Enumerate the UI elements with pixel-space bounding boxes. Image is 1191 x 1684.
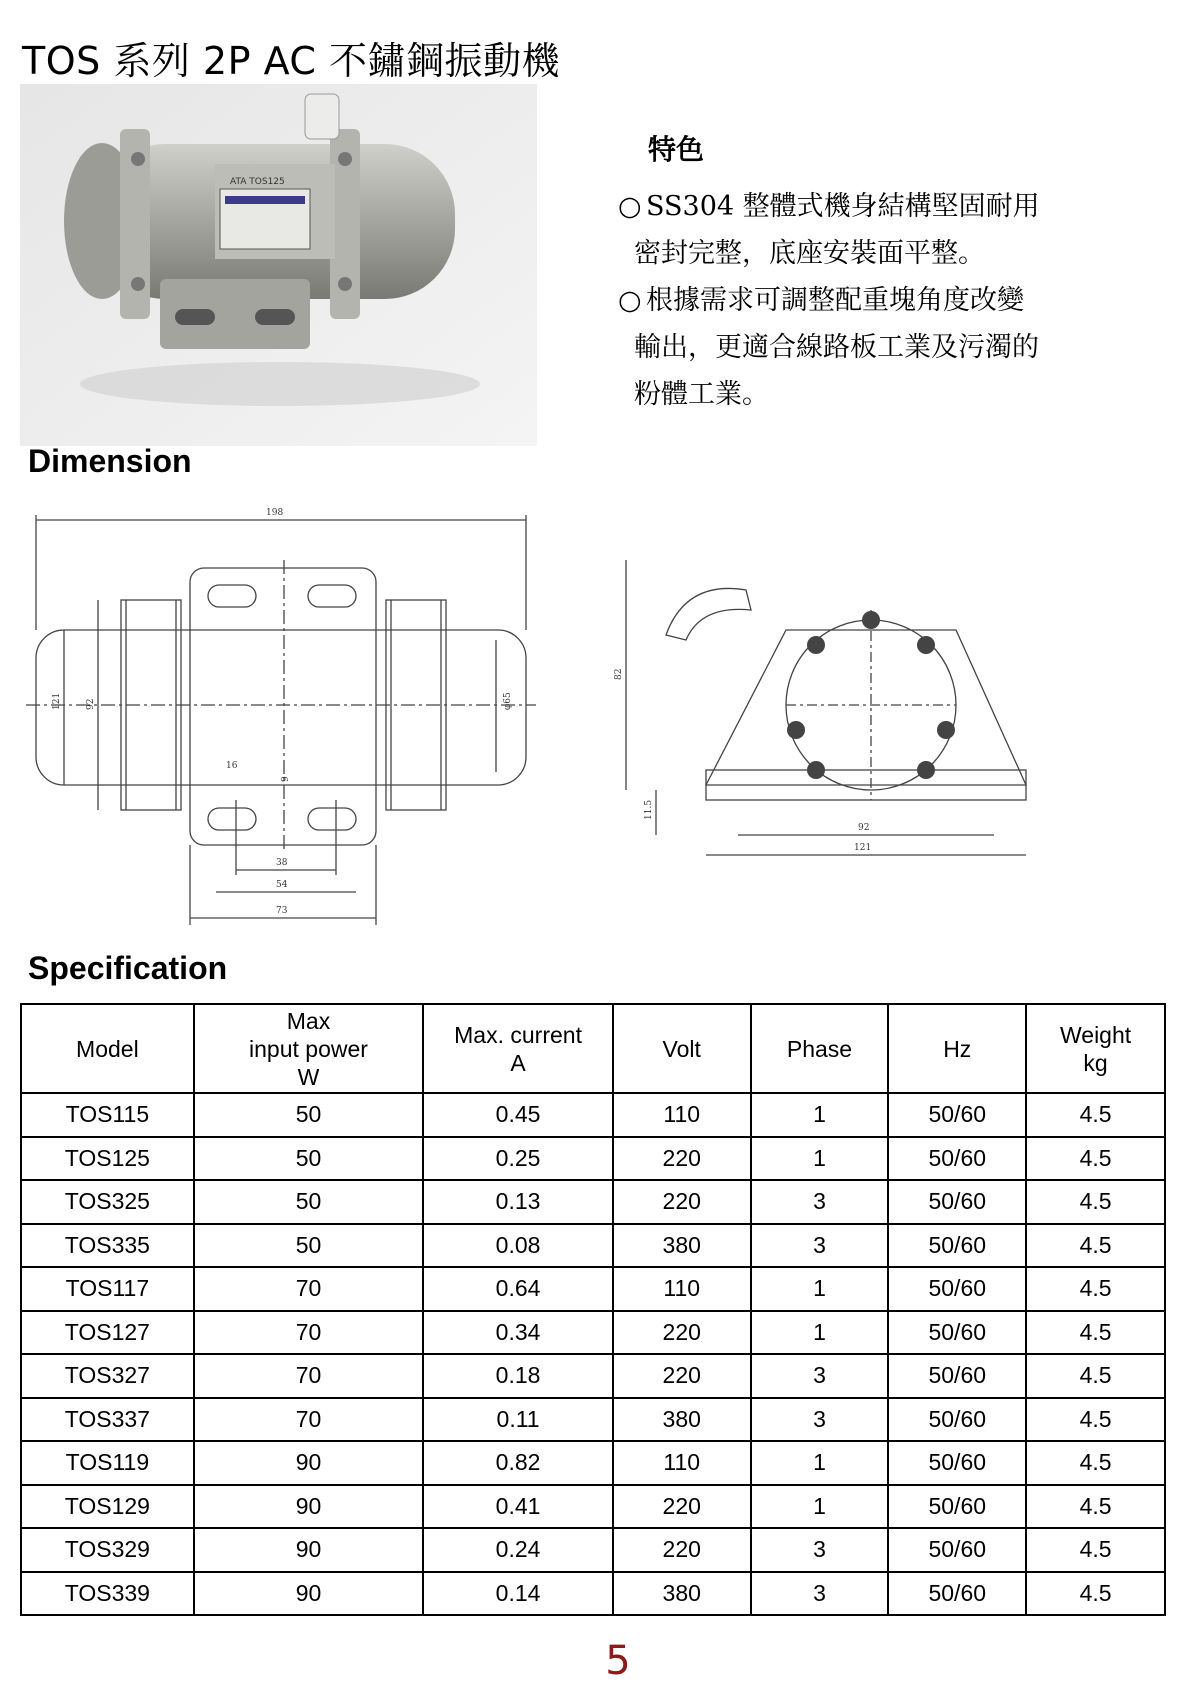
table-cell: 50/60 <box>888 1354 1026 1398</box>
features-list <box>618 183 1142 418</box>
table-cell: TOS117 <box>21 1267 194 1311</box>
table-cell: 380 <box>613 1398 751 1442</box>
table-cell: 50 <box>194 1224 424 1268</box>
table-cell: 3 <box>751 1224 889 1268</box>
table-cell: 4.5 <box>1026 1224 1165 1268</box>
table-cell: 50 <box>194 1180 424 1224</box>
dim-side-121: 121 <box>854 843 872 853</box>
table-cell: 50 <box>194 1093 424 1137</box>
table-cell: 4.5 <box>1026 1137 1165 1181</box>
table-cell: 4.5 <box>1026 1267 1165 1311</box>
table-cell: 220 <box>613 1180 751 1224</box>
table-cell: TOS125 <box>21 1137 194 1181</box>
dim-16: 16 <box>226 761 238 771</box>
table-cell: 1 <box>751 1137 889 1181</box>
table-cell: 0.82 <box>423 1441 613 1485</box>
feature-line: 密封完整，底座安裝面平整。 <box>634 238 985 269</box>
table-cell: 90 <box>194 1572 424 1616</box>
table-cell: 0.34 <box>423 1311 613 1355</box>
dim-11-5: 11.5 <box>644 799 654 820</box>
table-cell: 50/60 <box>888 1398 1026 1442</box>
table-cell: 220 <box>613 1137 751 1181</box>
specification-title: Specification <box>28 950 228 986</box>
page-number: 5 <box>605 1638 631 1684</box>
table-cell: 50/60 <box>888 1267 1026 1311</box>
table-row <box>21 1398 1165 1442</box>
dimension-drawing <box>26 500 1036 950</box>
dim-38: 38 <box>276 858 288 868</box>
table-cell: 90 <box>194 1441 424 1485</box>
dim-phi65: φ65 <box>503 692 513 710</box>
table-cell: 50 <box>194 1137 424 1181</box>
table-cell: 90 <box>194 1528 424 1572</box>
header-line: Volt <box>662 1035 701 1062</box>
header-line: kg <box>1083 1049 1108 1076</box>
table-header-cell <box>613 1004 751 1093</box>
table-cell: 4.5 <box>1026 1528 1165 1572</box>
table-cell: 4.5 <box>1026 1441 1165 1485</box>
dimension-title: Dimension <box>28 443 192 479</box>
table-cell: 3 <box>751 1354 889 1398</box>
header-line: Max <box>286 1007 331 1034</box>
dim-92: 92 <box>86 698 96 710</box>
header-line: Model <box>76 1035 139 1062</box>
table-cell: 70 <box>194 1398 424 1442</box>
table-header-cell <box>751 1004 889 1093</box>
table-cell: TOS115 <box>21 1093 194 1137</box>
dim-82: 82 <box>614 668 624 680</box>
nameplate-text: ATA TOS125 <box>230 177 285 187</box>
table-row <box>21 1093 1165 1137</box>
header-line: W <box>297 1063 320 1090</box>
table-cell: 220 <box>613 1485 751 1529</box>
table-cell: 0.41 <box>423 1485 613 1529</box>
table-cell: 4.5 <box>1026 1398 1165 1442</box>
table-cell: 0.14 <box>423 1572 613 1616</box>
table-cell: 1 <box>751 1311 889 1355</box>
table-cell: 220 <box>613 1354 751 1398</box>
table-cell: 0.25 <box>423 1137 613 1181</box>
table-cell: 4.5 <box>1026 1354 1165 1398</box>
table-cell: 0.11 <box>423 1398 613 1442</box>
table-cell: 4.5 <box>1026 1311 1165 1355</box>
table-cell: 3 <box>751 1572 889 1616</box>
table-cell: TOS339 <box>21 1572 194 1616</box>
table-cell: TOS335 <box>21 1224 194 1268</box>
table-cell: 0.24 <box>423 1528 613 1572</box>
table-row <box>21 1224 1165 1268</box>
table-cell: TOS329 <box>21 1528 194 1572</box>
table-cell: 4.5 <box>1026 1093 1165 1137</box>
table-cell: 70 <box>194 1311 424 1355</box>
product-photo <box>20 84 537 446</box>
table-cell: 380 <box>613 1224 751 1268</box>
feature-line: SS304 整體式機身結構堅固耐用 <box>646 191 1040 222</box>
table-cell: 4.5 <box>1026 1180 1165 1224</box>
table-cell: 70 <box>194 1267 424 1311</box>
table-cell: 50/60 <box>888 1572 1026 1616</box>
table-cell: 380 <box>613 1572 751 1616</box>
table-cell: 50/60 <box>888 1441 1026 1485</box>
table-row <box>21 1267 1165 1311</box>
dim-198: 198 <box>266 508 284 518</box>
table-cell: TOS337 <box>21 1398 194 1442</box>
table-cell: 50/60 <box>888 1224 1026 1268</box>
table-cell: 1 <box>751 1267 889 1311</box>
table-cell: 3 <box>751 1398 889 1442</box>
dim-9: 9 <box>281 776 291 782</box>
table-cell: 0.08 <box>423 1224 613 1268</box>
table-cell: 220 <box>613 1528 751 1572</box>
dim-73: 73 <box>276 906 288 916</box>
table-row <box>21 1137 1165 1181</box>
table-row <box>21 1485 1165 1529</box>
table-cell: 50/60 <box>888 1311 1026 1355</box>
table-cell: 1 <box>751 1485 889 1529</box>
table-cell: 4.5 <box>1026 1485 1165 1529</box>
feature-item <box>618 277 1142 418</box>
table-cell: 50/60 <box>888 1528 1026 1572</box>
table-cell: 70 <box>194 1354 424 1398</box>
table-cell: TOS325 <box>21 1180 194 1224</box>
header-line: Hz <box>943 1035 972 1062</box>
table-cell: 50/60 <box>888 1093 1026 1137</box>
header-line: input power <box>249 1035 368 1062</box>
header-line: Max. current <box>454 1021 582 1048</box>
table-cell: TOS129 <box>21 1485 194 1529</box>
table-row <box>21 1528 1165 1572</box>
table-cell: 3 <box>751 1180 889 1224</box>
dim-121: 121 <box>52 692 62 710</box>
feature-line: 粉體工業。 <box>634 379 769 410</box>
bullet-circle-icon: ○ <box>618 285 642 316</box>
table-cell: 110 <box>613 1441 751 1485</box>
table-cell: 50/60 <box>888 1485 1026 1529</box>
table-row <box>21 1441 1165 1485</box>
table-header-cell <box>194 1004 424 1093</box>
table-cell: 4.5 <box>1026 1572 1165 1616</box>
feature-line: 輸出，更適合線路板工業及污濁的 <box>634 332 1039 363</box>
table-header-cell <box>21 1004 194 1093</box>
table-row <box>21 1180 1165 1224</box>
table-header-cell <box>888 1004 1026 1093</box>
page-title: TOS 系列 2P AC 不鏽鋼振動機 <box>22 39 561 83</box>
feature-item <box>618 183 1142 277</box>
table-cell: 0.18 <box>423 1354 613 1398</box>
bullet-circle-icon: ○ <box>618 191 642 222</box>
table-cell: 0.45 <box>423 1093 613 1137</box>
dim-54: 54 <box>276 880 288 890</box>
header-line: A <box>510 1049 526 1076</box>
table-row <box>21 1572 1165 1616</box>
table-cell: 50/60 <box>888 1180 1026 1224</box>
feature-line: 根據需求可調整配重塊角度改變 <box>646 285 1024 316</box>
table-cell: 1 <box>751 1441 889 1485</box>
header-line: Weight <box>1059 1021 1132 1048</box>
features-heading: 特色 <box>648 133 705 166</box>
table-cell: 1 <box>751 1093 889 1137</box>
table-cell: 3 <box>751 1528 889 1572</box>
table-row <box>21 1354 1165 1398</box>
table-cell: 220 <box>613 1311 751 1355</box>
table-cell: 0.13 <box>423 1180 613 1224</box>
table-cell: 0.64 <box>423 1267 613 1311</box>
table-header-cell <box>1026 1004 1165 1093</box>
table-header-row <box>21 1004 1165 1093</box>
table-cell: 110 <box>613 1267 751 1311</box>
specification-table <box>20 1003 1166 1616</box>
table-cell: TOS119 <box>21 1441 194 1485</box>
table-row <box>21 1311 1165 1355</box>
table-cell: TOS127 <box>21 1311 194 1355</box>
table-cell: 110 <box>613 1093 751 1137</box>
table-header-cell <box>423 1004 613 1093</box>
table-cell: 50/60 <box>888 1137 1026 1181</box>
header-line: Phase <box>786 1035 853 1062</box>
table-cell: 90 <box>194 1485 424 1529</box>
dim-side-92: 92 <box>858 823 870 833</box>
table-cell: TOS327 <box>21 1354 194 1398</box>
